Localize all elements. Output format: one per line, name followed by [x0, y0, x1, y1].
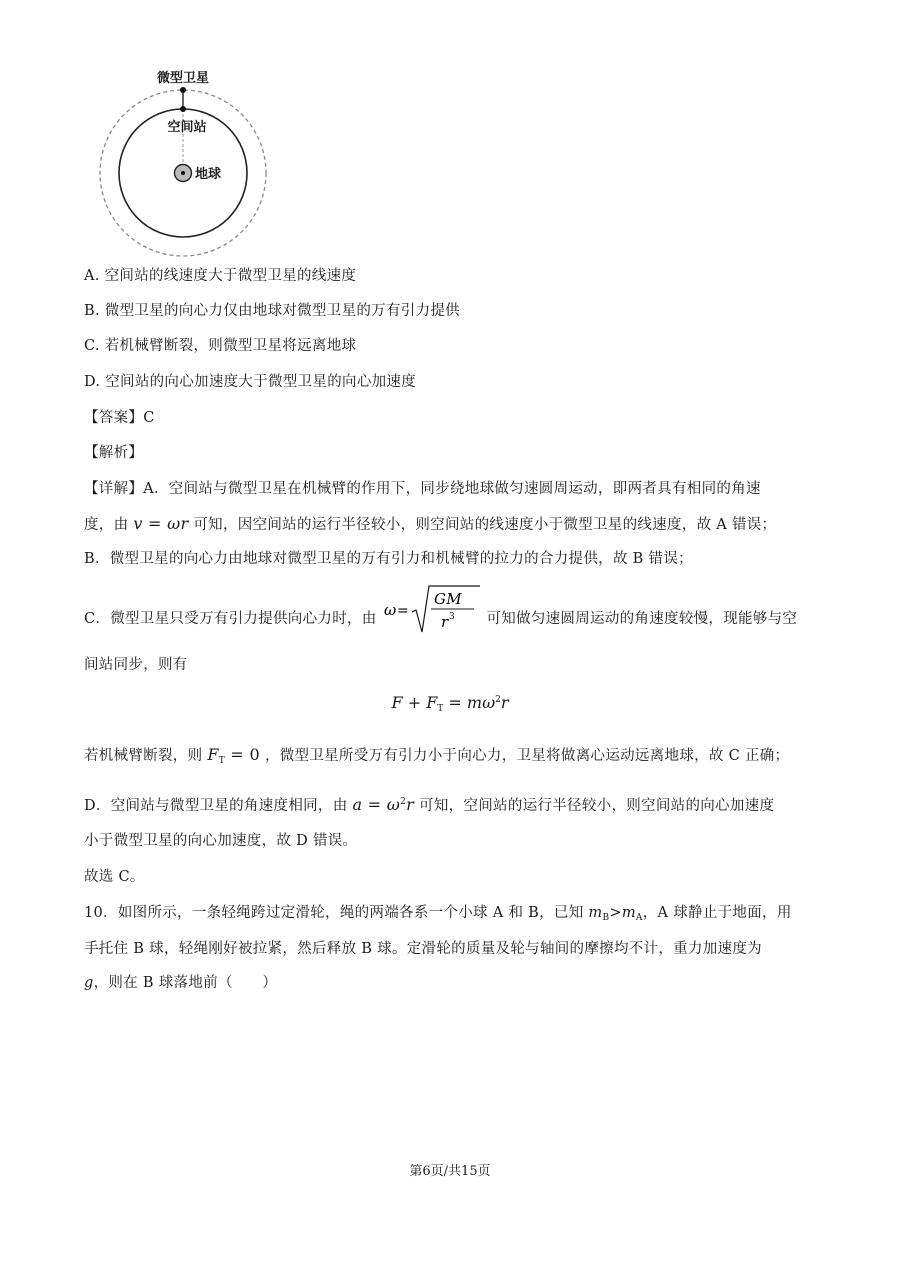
- question-10-line-1: [84, 903, 792, 928]
- detail-line-4: [84, 590, 798, 638]
- station-dot: [180, 106, 186, 112]
- gravity-symbol: g: [84, 975, 94, 991]
- detail-line-8: 小于微型卫星的向心加速度，故 D 错误。: [84, 833, 358, 849]
- omega-sqrt-formula: [382, 582, 482, 638]
- detail-line-5: 间站同步，则有: [84, 657, 188, 673]
- question-10-line-1-post: ，A 球静止于地面，用: [642, 905, 792, 921]
- detail-line-7: [84, 792, 774, 816]
- detail-line-4-post: 可知做匀速圆周运动的角速度较慢，现能够与空: [486, 611, 798, 627]
- detail-line-2-pre: 度，由: [84, 517, 129, 533]
- mass-relation: $m_B>m_A$: [588, 905, 643, 923]
- svg-text:GM: GM: [433, 590, 462, 608]
- page-footer: 第6页/共15页: [409, 1164, 491, 1179]
- question-10-line-3: [84, 973, 277, 993]
- main-equation: $F + F_T = m\omega^2r$: [391, 693, 509, 714]
- detail-line-7-post: 可知，空间站的运行半径较小，则空间站的向心加速度: [419, 798, 775, 814]
- earth-center-dot: [181, 171, 185, 175]
- option-c: C. 若机械臂断裂，则微型卫星将远离地球: [84, 338, 357, 354]
- acceleration-equation: $a = \omega^2r$: [352, 795, 415, 814]
- option-d: D. 空间站的向心加速度大于微型卫星的向心加速度: [84, 374, 417, 390]
- svg-text:ω: ω: [383, 601, 397, 619]
- detail-line-2-post: 可知，因空间站的运行半径较小，则空间站的线速度小于微型卫星的线速度，故 A 错误；: [193, 517, 777, 533]
- orbit-diagram: [85, 62, 285, 262]
- velocity-equation: v = ωr: [133, 514, 189, 533]
- detail-line-6: [84, 745, 789, 771]
- detail-line-6-pre: 若机械臂断裂，则: [84, 748, 203, 764]
- question-10-line-1-pre: 10．如图所示，一条轻绳跨过定滑轮，绳的两端各系一个小球 A 和 B，已知: [84, 905, 589, 921]
- detail-line-1: 【详解】A．空间站与微型卫星在机械臂的作用下，同步绕地球做匀速圆周运动，即两者具有相同的角速: [84, 481, 761, 497]
- detail-line-4-pre: C．微型卫星只受万有引力提供向心力时，由: [84, 611, 377, 627]
- tension-zero-equation: $F_T = 0$: [207, 745, 261, 766]
- question-10-line-3-post: ，则在 B 球落地前（ ）: [93, 975, 278, 991]
- satellite-label: 微型卫星: [156, 71, 210, 86]
- analysis-line: 【解析】: [84, 445, 144, 461]
- svg-text:=: =: [396, 603, 409, 619]
- detail-line-9: 故选 C。: [84, 869, 145, 885]
- station-label: 空间站: [167, 120, 207, 135]
- omega-formula: [382, 590, 482, 638]
- option-b: B. 微型卫星的向心力仅由地球对微型卫星的万有引力提供: [84, 303, 460, 319]
- option-a: A. 空间站的线速度大于微型卫星的线速度: [84, 268, 357, 284]
- answer-line: 【答案】C: [84, 410, 155, 426]
- detail-line-2: [84, 514, 776, 535]
- question-10-line-2: 手托住 B 球，轻绳刚好被拉紧，然后释放 B 球。定滑轮的质量及轮与轴间的摩擦均不计，重力加速度为: [84, 941, 762, 957]
- detail-line-7-pre: D．空间站与微型卫星的角速度相同，由: [84, 798, 348, 814]
- svg-text:r: r: [440, 613, 448, 631]
- earth-label: 地球: [195, 167, 222, 182]
- svg-text:3: 3: [448, 612, 455, 622]
- detail-line-6-post: ，微型卫星所受万有引力小于向心力，卫星将做离心运动远离地球，故 C 正确；: [264, 748, 790, 764]
- detail-line-3: B．微型卫星的向心力由地球对微型卫星的万有引力和机械臂的拉力的合力提供，故 B 错误；: [84, 551, 693, 567]
- satellite-dot: [180, 87, 186, 93]
